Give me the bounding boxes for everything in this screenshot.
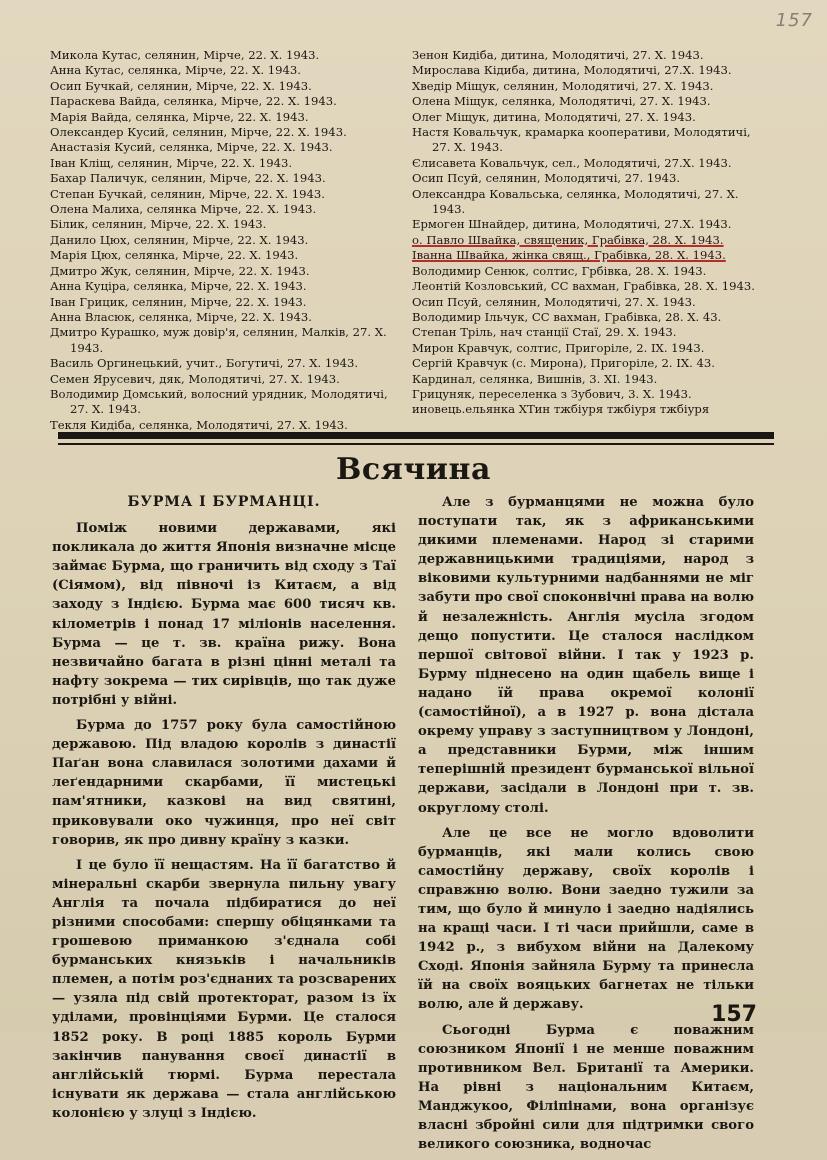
victim-entry: Степан Тріль, нач станції Стаї, 29. X. 1943. <box>412 325 677 340</box>
victim-entry: Дмитро Жук, селянин, Мірче, 22. X. 1943. <box>50 263 310 278</box>
victim-entry: Володимир Сенюк, солтис, Грбівка, 28. X. 1943. <box>412 263 707 278</box>
article-paragraph: Сьогодні Бурма є поважним союзником Японії і не менше поважним противником Вел. Британії та Америки. На рівні з національним Китаєм, Манджукоо, Філіпінами, вона організує власні збройні сили для підтримки свого великого союзника, водночас <box>418 1022 754 1153</box>
victim-entry: Анастазія Кусий, селянка, Мірче, 22. X. 1943. <box>50 140 333 155</box>
victim-entry: Ермоген Шнайдер, дитина, Молодятичі, 27.X. 1943. <box>412 217 732 232</box>
victim-entry: Анна Власюк, селянка, Мірче, 22. X. 1943. <box>50 309 312 324</box>
victim-entry: Іван Кліщ, селянин, Мірче, 22. X. 1943. <box>50 155 293 170</box>
victim-entry: Леонтій Козловський, СС вахман, Грабівка, 28. X. 1943. <box>412 279 755 294</box>
victim-entry: Володимир Ільчук, СС вахман, Грабівка, 28. X. 43. <box>412 309 722 324</box>
article-column-right <box>418 493 754 1160</box>
article-heading: БУРМА І БУРМАНЦІ. <box>127 494 321 510</box>
victim-entry: Марія Цюх, селянка, Мірче, 22. X. 1943. <box>50 248 299 263</box>
victim-entry: Олена Міщук, селянка, Молодятичі, 27. X. 1943. <box>412 94 711 109</box>
victim-entry: Мирон Кравчук, солтис, Пригоріле, 2. IX. 1943. <box>412 340 705 355</box>
article-column-left <box>52 493 396 1129</box>
article-paragraph: Бурма до 1757 року була самостійною державою. Під владою королів з династії Паґан вона славилася золотими дахами й леґендарними скарбами, її мистецькі пам'ятники, казкові на вид святині, приковували око чужинця, про неї світ говорив, як про дивну країну з казки. <box>52 718 396 848</box>
victim-entry: Хведір Міщук, селянин, Молодятичі, 27. X. 1943. <box>412 78 714 93</box>
victim-entry: Василь Оргинецький, учит., Богутичі, 27. X. 1943. <box>50 356 359 371</box>
victim-entry: Олександра Ковальська, селянка, Молодятичі, 27. X. 1943. <box>412 186 739 217</box>
victim-entry: Анна Куціра, селянка, Мірче, 22. X. 1943. <box>50 279 307 294</box>
victim-entry: Володимир Домський, волосний урядник, Молодятичі, 27. X. 1943. <box>50 386 388 417</box>
victim-entry: Осип Бучкай, селянин, Мірче, 22. X. 1943. <box>50 78 312 93</box>
victim-entry: Осип Псуй, селянин, Молодятичі, 27. 1943. <box>412 171 681 186</box>
victims-list-left <box>50 48 395 433</box>
article-paragraph: Але це все не могло вдоволити бурманців, які мали колись свою самостійну державу, своїх королів і справжню волю. Вони заедно тужили за тим, що було й минуло і заедно надіялись на кращі часи. І ті часи прийшли, саме в 1942 р., з вибухом війни на Далекому Сході. Японія зайняла Бурму та принесла їй на своїх вояцьких багнетах не тільки волю, але й державу. <box>418 825 754 1013</box>
victim-entry: Олег Міщук, дитина, Молодятичі, 27. X. 1943. <box>412 109 696 124</box>
victim-entry: иновець.ельянка ХТин тжбіуря тжбіуря тжбіуря <box>412 402 710 417</box>
victim-entry-underlined: Іванна Швайка, жінка свящ., Грабівка, 28. X. 1943. <box>412 248 726 263</box>
victim-entry: Марія Вайда, селянка, Мірче, 22. X. 1943. <box>50 109 309 124</box>
victim-entry: Семен Ярусевич, дяк, Молодятичі, 27. X. 1943. <box>50 371 340 386</box>
victim-entry: Данило Цюх, селянин, Мірче, 22. X. 1943. <box>50 232 309 247</box>
victim-entry: Микола Кутас, селянин, Мірче, 22. X. 1943. <box>50 48 320 62</box>
victim-entry: Іван Грицик, селянин, Мірче, 22. X. 1943. <box>50 294 307 309</box>
victim-entry: Настя Ковальчук, крамарка кооперативи, Молодятичі, 27. X. 1943. <box>412 125 751 155</box>
victim-entry: Бахар Паличук, селянин, Мірче, 22. X. 1943. <box>50 171 326 186</box>
section-title: Всячина <box>336 452 491 487</box>
victim-entry: Кардинал, селянка, Вишнів, 3. XI. 1943. <box>412 371 658 386</box>
victim-entry: Анна Кутас, селянка, Мірче, 22. X. 1943. <box>50 63 301 78</box>
victim-entry: Мирослава Кідиба, дитина, Молодятичі, 27.X. 1943. <box>412 63 732 78</box>
victim-entry: Сергій Кравчук (с. Мирона), Пригоріле, 2. IX. 43. <box>412 356 715 371</box>
victim-entry: Білик, селянин, Мірче, 22. X. 1943. <box>50 217 267 232</box>
victims-list-right <box>412 48 762 418</box>
victim-entry-underlined: о. Павло Швайка, священик, Грабівка, 28. X. 1943. <box>412 232 724 247</box>
victim-entry: Олександер Кусий, селянин, Мірче, 22. X. 1943. <box>50 125 347 140</box>
page-number: 157 <box>711 1002 757 1027</box>
victim-entry: Олена Малиха, селянка Мірче, 22. X. 1943. <box>50 202 317 217</box>
victim-entry: Зенон Кидіба, дитина, Молодятичі, 27. X. 1943. <box>412 48 704 62</box>
article-paragraph: І це було її нещастям. На її багатство й мінеральні скарби звернула пильну увагу Англія та почала підбиратися до неї різними способами: спершу обіцянками та грошевою приманкою з'єднала собі бурманських князьків і начальників племен, а потім роз'єднаних та розсварених — узяла під свій протекторат, разом із їх уділами, провінціями Бурми. Це сталося 1852 року. В році 1885 король Бурми закінчив панування своєї династії в англійській тюрмі. Бурма перестала існувати як держава — стала англійською колонією у злуці з Індією. <box>52 857 396 1121</box>
article-paragraph: Поміж новими державами, які покликала до життя Японія визначне місце займає Бурма, що граничить від сходу з Таї (Сіямом), від півночі із Китаєм, а від заходу з Індією. Бурма має 600 тисяч кв. кілометрів і понад 17 міліонів населення. Бурма — це т. зв. країна рижу. Вона незвичайно багата в різні цінні металі та нафту зокрема — тих сирівців, що так дуже потрібні у війні. <box>52 521 396 708</box>
handwritten-page-note: 157 <box>775 10 813 31</box>
victim-entry: Осип Псуй, селянин, Молодятичі, 27. X. 1943. <box>412 294 696 309</box>
victim-entry: Текля Кидіба, селянка, Молодятичі, 27. X. 1943. <box>50 417 348 432</box>
section-divider-thick <box>58 432 774 439</box>
victim-entry: Дмитро Курашко, муж довір'я, селянин, Малків, 27. X. 1943. <box>50 325 387 355</box>
article-paragraph: Але з бурманцями не можна було поступати так, як з африканськими дикими племенами. Народ зі старими державницькими традиціями, народ з віковими культурними надбаннями не міг забути про свої споконвічні права на волю й незалежність. Англія мусіла згодом дещо попустити. Це сталося наслідком першої світової війни. І так у 1923 р. Бурму піднесено на один щабель вище і надано їй права окремої колонії (самостійної), а в 1927 р. вона дістала окрему управу з заступництвом у Лондоні, а представники Бурми, між іншим теперішній президент бурманської вільної держави, засідали в Лондоні при т. зв. округлому столі. <box>418 495 754 816</box>
victim-entry: Параскева Вайда, селянка, Мірче, 22. X. 1943. <box>50 94 337 109</box>
victim-entry: Грицуняк, переселенка з Зубович, 3. X. 1943. <box>412 386 692 401</box>
section-divider-thin <box>58 443 774 445</box>
victim-entry: Єлисавета Ковальчук, сел., Молодятичі, 27.X. 1943. <box>412 155 732 170</box>
victim-entry: Степан Бучкай, селянин, Мірче, 22. X. 1943. <box>50 186 325 201</box>
